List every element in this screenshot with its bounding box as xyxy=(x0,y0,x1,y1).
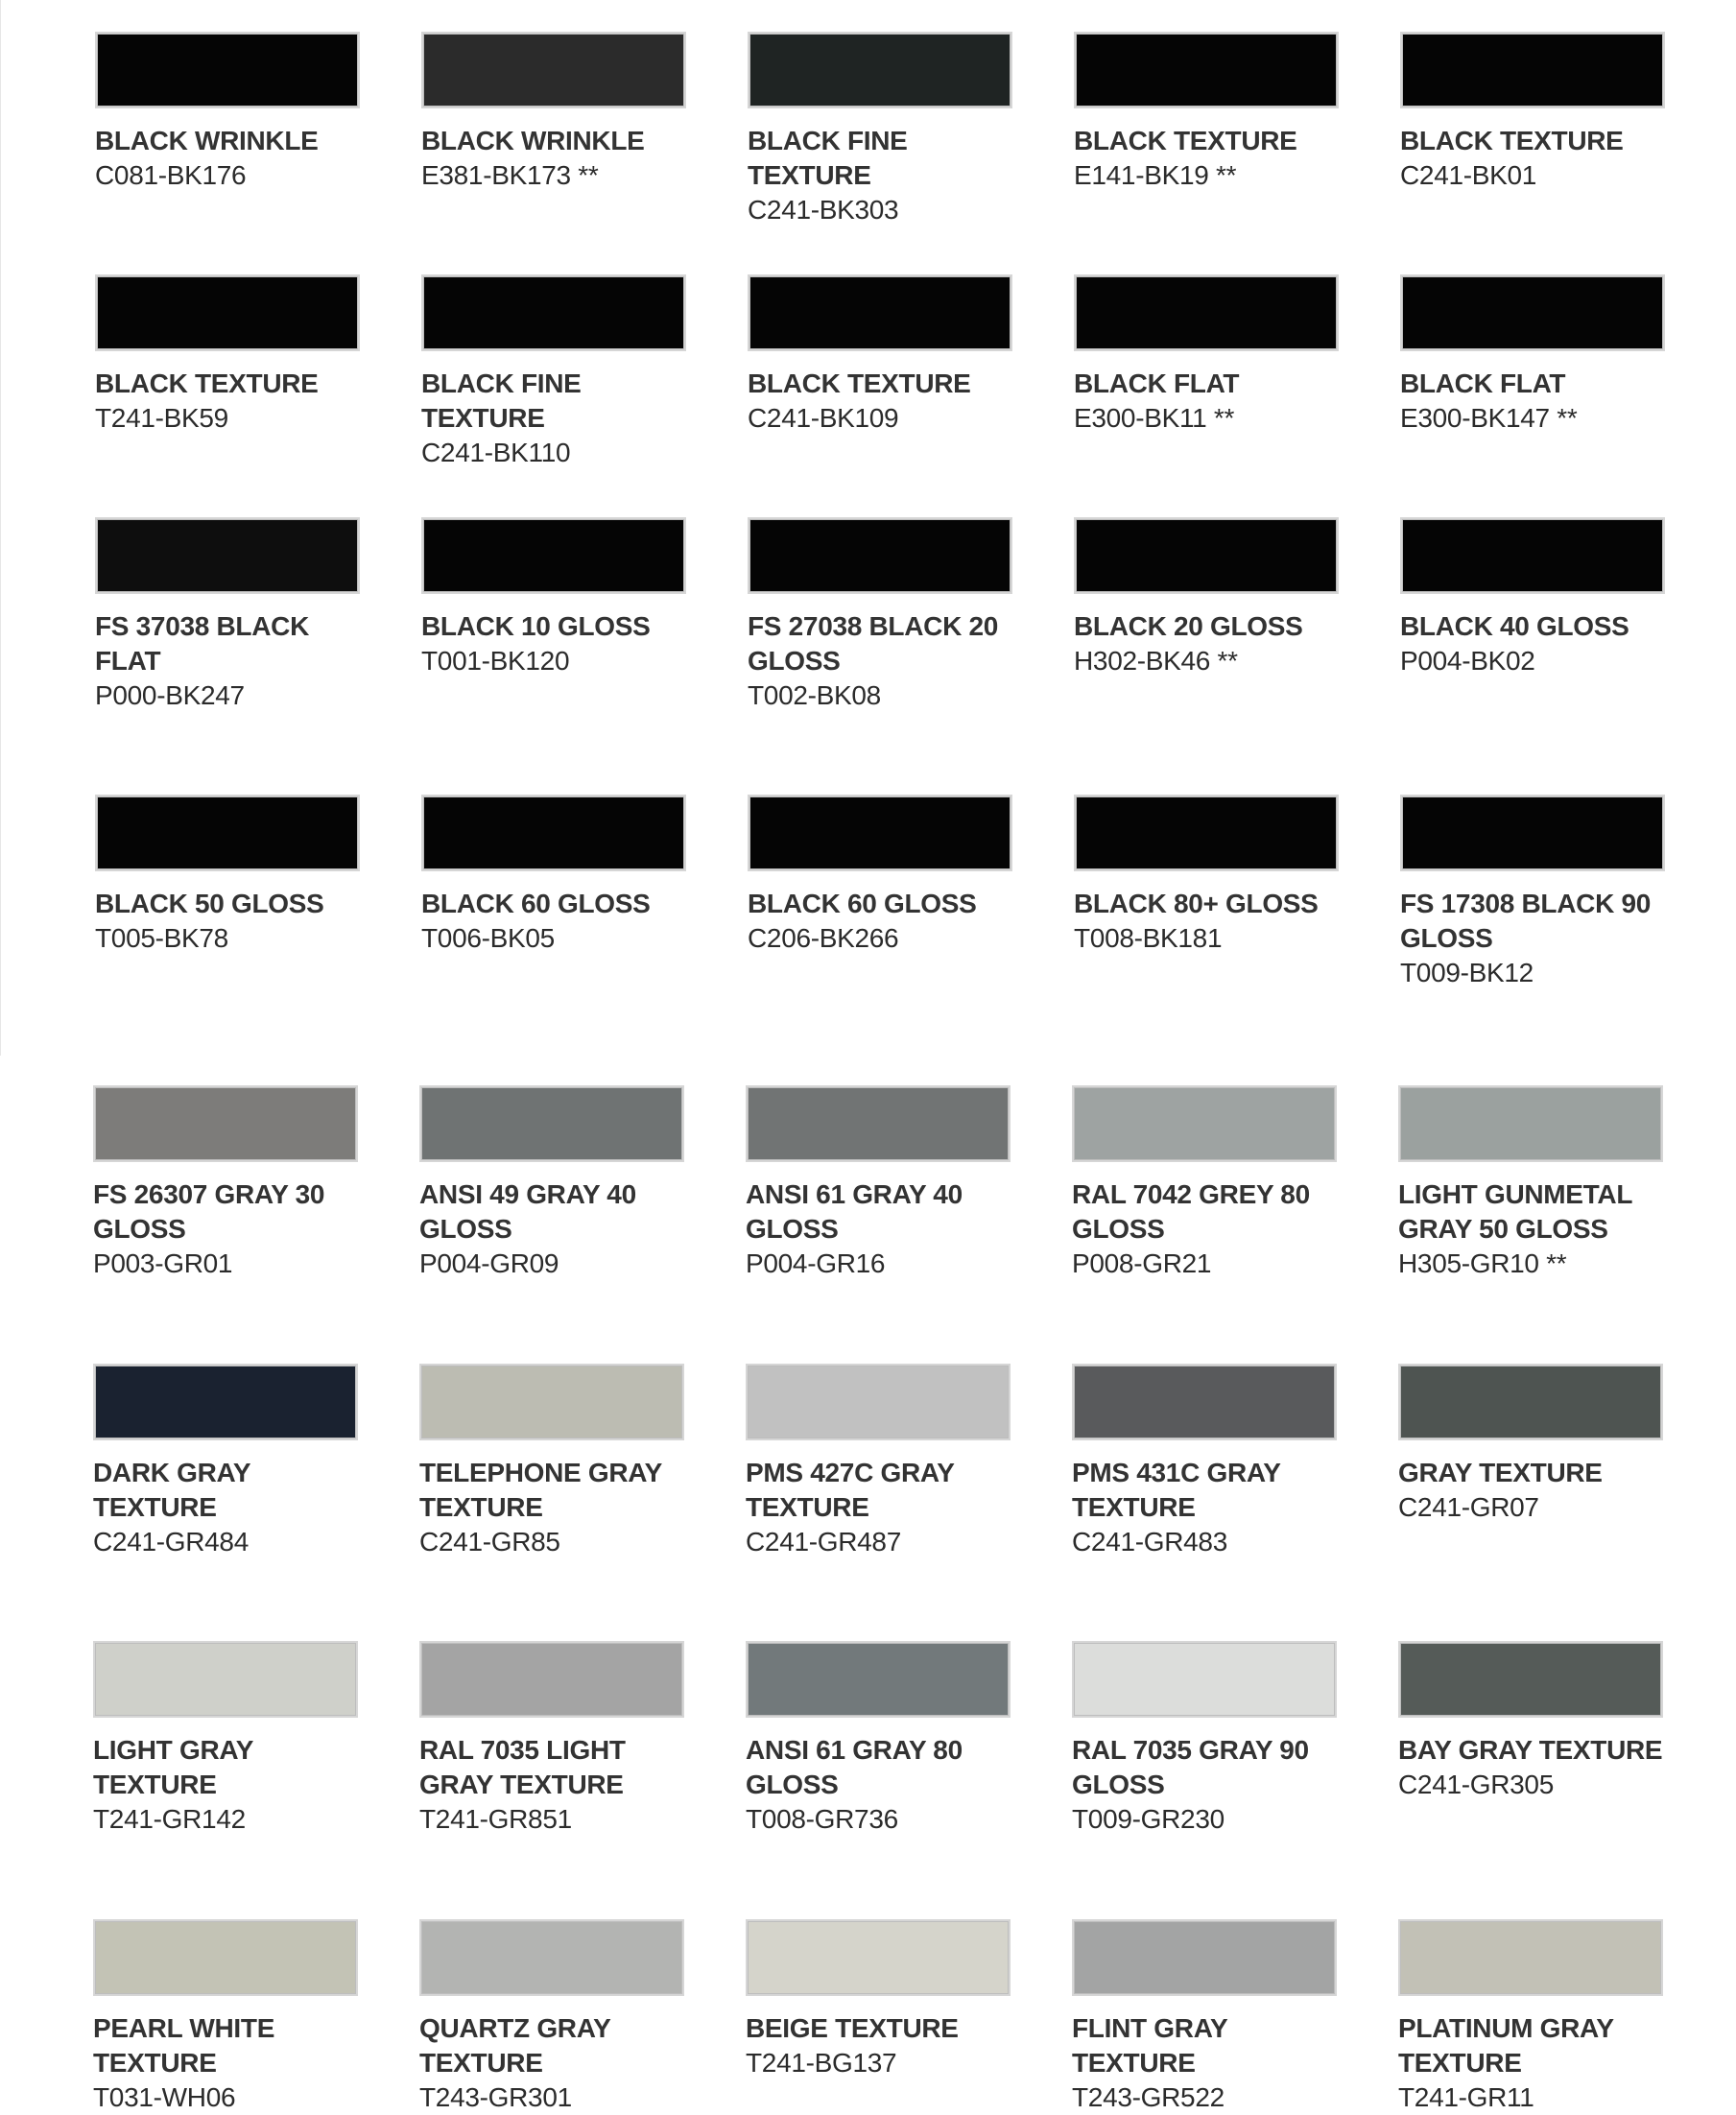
swatch-code: T241-GR851 xyxy=(419,1804,572,1834)
swatch-tile xyxy=(421,274,686,470)
swatch-code: C206-BK266 xyxy=(748,923,899,953)
swatch-name: BLACK 60 GLOSS xyxy=(748,889,977,918)
swatch-tile xyxy=(746,1364,1011,1559)
color-swatch xyxy=(748,274,1012,351)
color-swatch xyxy=(1074,517,1339,594)
color-swatch xyxy=(95,795,360,871)
swatch-tile xyxy=(93,1364,358,1559)
swatch-tile xyxy=(421,795,686,956)
swatch-name: ANSI 49 GRAY 40 GLOSS xyxy=(419,1179,636,1244)
swatch-tile xyxy=(1074,274,1339,436)
swatch-tile xyxy=(95,274,360,436)
swatch-name: PMS 431C GRAY TEXTURE xyxy=(1072,1458,1281,1522)
swatch-tile xyxy=(1398,1364,1663,1525)
swatch-name: FS 26307 GRAY 30 GLOSS xyxy=(93,1179,325,1244)
swatch-name: BLACK 40 GLOSS xyxy=(1400,611,1629,641)
swatch-tile xyxy=(748,795,1012,956)
color-swatch xyxy=(1398,1085,1663,1162)
color-swatch xyxy=(746,1085,1011,1162)
swatch-tile xyxy=(1074,795,1339,956)
swatch-tile xyxy=(419,1919,684,2115)
swatch-code: T008-BK181 xyxy=(1074,923,1223,953)
swatch-code: T008-GR736 xyxy=(746,1804,898,1834)
color-swatch xyxy=(421,517,686,594)
swatch-code: H302-BK46 ** xyxy=(1074,646,1238,676)
swatch-code: P003-GR01 xyxy=(93,1248,233,1278)
swatch-name: BLACK 60 GLOSS xyxy=(421,889,651,918)
swatch-code: C241-GR305 xyxy=(1398,1770,1554,1799)
color-swatch xyxy=(1398,1641,1663,1718)
swatch-name: BLACK 20 GLOSS xyxy=(1074,611,1303,641)
swatch-tile xyxy=(95,32,360,193)
swatch-name: BLACK 80+ GLOSS xyxy=(1074,889,1319,918)
swatch-tile xyxy=(1072,1085,1337,1281)
color-swatch xyxy=(1398,1919,1663,1996)
swatch-code: T009-GR230 xyxy=(1072,1804,1225,1834)
color-swatch xyxy=(93,1085,358,1162)
color-swatch xyxy=(93,1919,358,1996)
color-swatch xyxy=(93,1641,358,1718)
swatch-name: QUARTZ GRAY TEXTURE xyxy=(419,2013,610,2078)
swatch-code: E141-BK19 ** xyxy=(1074,160,1237,190)
color-swatch xyxy=(421,32,686,108)
swatch-tile xyxy=(93,1919,358,2115)
swatch-name: FS 37038 BLACK FLAT xyxy=(95,611,309,676)
color-swatch xyxy=(95,274,360,351)
swatch-code: H305-GR10 ** xyxy=(1398,1248,1567,1278)
swatch-name: RAL 7035 GRAY 90 GLOSS xyxy=(1072,1735,1309,1799)
swatch-code: P000-BK247 xyxy=(95,680,245,710)
swatch-name: LIGHT GUNMETAL GRAY 50 GLOSS xyxy=(1398,1179,1632,1244)
color-swatch xyxy=(419,1085,684,1162)
swatch-code: C081-BK176 xyxy=(95,160,247,190)
swatch-name: PMS 427C GRAY TEXTURE xyxy=(746,1458,955,1522)
color-swatch xyxy=(1072,1085,1337,1162)
swatch-name: ANSI 61 GRAY 40 GLOSS xyxy=(746,1179,963,1244)
swatch-code: C241-GR07 xyxy=(1398,1492,1539,1522)
swatch-tile xyxy=(419,1641,684,1837)
color-swatch xyxy=(1400,274,1665,351)
swatch-name: BLACK FINE TEXTURE xyxy=(421,368,582,433)
swatch-code: C241-GR487 xyxy=(746,1527,901,1557)
swatch-tile xyxy=(419,1364,684,1559)
swatch-name: DARK GRAY TEXTURE xyxy=(93,1458,250,1522)
swatch-tile xyxy=(1074,32,1339,193)
swatch-name: BLACK FLAT xyxy=(1400,368,1566,398)
color-swatch xyxy=(95,517,360,594)
swatch-name: GRAY TEXTURE xyxy=(1398,1458,1603,1487)
color-swatch xyxy=(746,1919,1011,1996)
color-swatch xyxy=(1072,1919,1337,1996)
swatch-name: BEIGE TEXTURE xyxy=(746,2013,959,2043)
swatch-tile xyxy=(746,1919,1011,2080)
swatch-tile xyxy=(1400,795,1665,990)
swatch-tile xyxy=(95,795,360,956)
swatch-code: T241-BK59 xyxy=(95,403,228,433)
swatch-code: T009-BK12 xyxy=(1400,958,1534,987)
swatch-name: LIGHT GRAY TEXTURE xyxy=(93,1735,253,1799)
swatch-name: BAY GRAY TEXTURE xyxy=(1398,1735,1663,1765)
color-swatch xyxy=(748,795,1012,871)
swatch-name: BLACK TEXTURE xyxy=(95,368,319,398)
swatch-tile xyxy=(1400,274,1665,436)
color-swatch xyxy=(748,32,1012,108)
swatch-code: P004-GR09 xyxy=(419,1248,559,1278)
swatch-tile xyxy=(421,32,686,193)
swatch-tile xyxy=(1400,32,1665,193)
color-swatch xyxy=(93,1364,358,1440)
swatch-code: P004-GR16 xyxy=(746,1248,886,1278)
swatch-name: RAL 7035 LIGHT GRAY TEXTURE xyxy=(419,1735,626,1799)
swatch-code: P004-BK02 xyxy=(1400,646,1535,676)
color-swatch xyxy=(421,795,686,871)
color-swatch xyxy=(95,32,360,108)
swatch-code: C241-GR85 xyxy=(419,1527,560,1557)
swatch-tile xyxy=(746,1641,1011,1837)
color-swatch xyxy=(1074,795,1339,871)
swatch-code: C241-BK110 xyxy=(421,438,571,467)
swatch-name: PEARL WHITE TEXTURE xyxy=(93,2013,275,2078)
swatch-code: T241-GR11 xyxy=(1398,2082,1534,2112)
swatch-code: C241-GR484 xyxy=(93,1527,249,1557)
swatch-code: E300-BK11 ** xyxy=(1074,403,1235,433)
swatch-tile xyxy=(1074,517,1339,678)
color-swatch xyxy=(1074,32,1339,108)
swatch-tile xyxy=(1400,517,1665,678)
color-swatch xyxy=(1072,1641,1337,1718)
swatch-name: FLINT GRAY TEXTURE xyxy=(1072,2013,1227,2078)
swatch-tile xyxy=(748,32,1012,227)
swatch-tile xyxy=(421,517,686,678)
swatch-name: FS 17308 BLACK 90 GLOSS xyxy=(1400,889,1652,953)
swatch-code: C241-GR483 xyxy=(1072,1527,1227,1557)
color-swatch xyxy=(1072,1364,1337,1440)
color-swatch xyxy=(1074,274,1339,351)
color-swatch xyxy=(421,274,686,351)
swatch-name: BLACK FINE TEXTURE xyxy=(748,126,908,190)
swatch-code: T031-WH06 xyxy=(93,2082,236,2112)
swatch-code: C241-BK01 xyxy=(1400,160,1537,190)
swatch-tile xyxy=(1398,1919,1663,2115)
swatch-name: TELEPHONE GRAY TEXTURE xyxy=(419,1458,662,1522)
swatch-tile xyxy=(1398,1641,1663,1802)
swatch-name: BLACK TEXTURE xyxy=(748,368,971,398)
swatch-code: T243-GR301 xyxy=(419,2082,572,2112)
swatch-code: E381-BK173 ** xyxy=(421,160,599,190)
swatch-name: BLACK 10 GLOSS xyxy=(421,611,651,641)
color-swatch xyxy=(419,1364,684,1440)
swatch-tile xyxy=(748,517,1012,713)
swatch-code: P008-GR21 xyxy=(1072,1248,1212,1278)
swatch-code: T006-BK05 xyxy=(421,923,555,953)
swatch-name: FS 27038 BLACK 20 GLOSS xyxy=(748,611,999,676)
swatch-code: T005-BK78 xyxy=(95,923,228,953)
color-swatch xyxy=(419,1919,684,1996)
swatch-name: BLACK TEXTURE xyxy=(1074,126,1297,155)
swatch-name: RAL 7042 GREY 80 GLOSS xyxy=(1072,1179,1310,1244)
swatch-code: C241-BK303 xyxy=(748,195,899,225)
color-swatch xyxy=(748,517,1012,594)
swatch-tile xyxy=(746,1085,1011,1281)
swatch-tile xyxy=(748,274,1012,436)
swatch-name: ANSI 61 GRAY 80 GLOSS xyxy=(746,1735,963,1799)
swatch-code: T243-GR522 xyxy=(1072,2082,1225,2112)
color-swatch xyxy=(1398,1364,1663,1440)
color-swatch xyxy=(746,1641,1011,1718)
color-swatch xyxy=(746,1364,1011,1440)
swatch-name: BLACK WRINKLE xyxy=(95,126,319,155)
swatch-code: T002-BK08 xyxy=(748,680,881,710)
swatch-code: T241-BG137 xyxy=(746,2048,897,2078)
swatch-name: BLACK WRINKLE xyxy=(421,126,645,155)
swatch-tile xyxy=(1072,1919,1337,2115)
swatch-name: BLACK TEXTURE xyxy=(1400,126,1624,155)
swatch-code: T001-BK120 xyxy=(421,646,570,676)
swatch-name: BLACK FLAT xyxy=(1074,368,1240,398)
color-swatch xyxy=(1400,32,1665,108)
swatch-tile xyxy=(1072,1364,1337,1559)
swatch-tile xyxy=(93,1641,358,1837)
swatch-name: BLACK 50 GLOSS xyxy=(95,889,324,918)
swatch-tile xyxy=(1398,1085,1663,1281)
swatch-name: PLATINUM GRAY TEXTURE xyxy=(1398,2013,1614,2078)
swatch-tile xyxy=(95,517,360,713)
color-swatch xyxy=(1400,795,1665,871)
swatch-code: C241-BK109 xyxy=(748,403,899,433)
swatch-tile xyxy=(419,1085,684,1281)
swatch-tile xyxy=(1072,1641,1337,1837)
color-swatch xyxy=(419,1641,684,1718)
color-swatch xyxy=(1400,517,1665,594)
swatch-tile xyxy=(93,1085,358,1281)
swatch-code: T241-GR142 xyxy=(93,1804,246,1834)
swatch-code: E300-BK147 ** xyxy=(1400,403,1578,433)
